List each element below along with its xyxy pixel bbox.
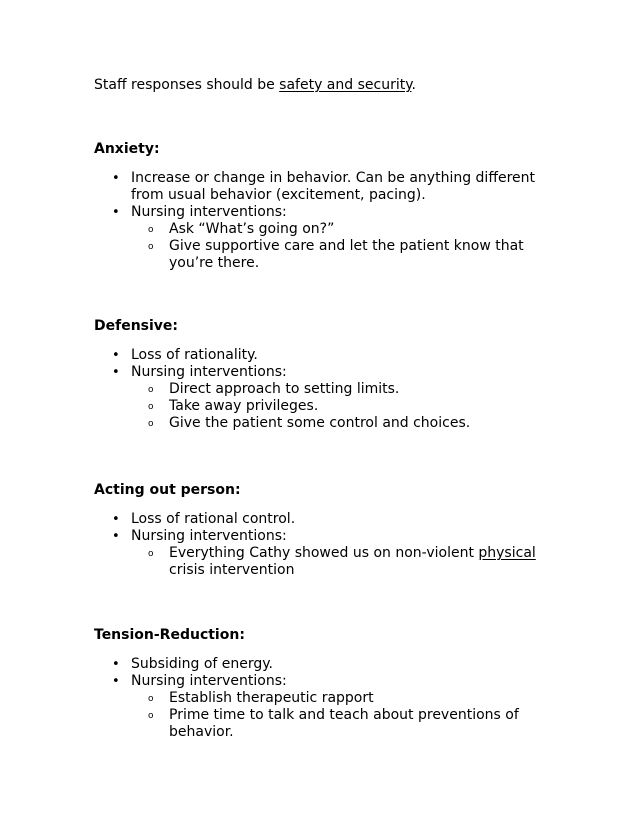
sub-list-item-text: Establish therapeutic rapport	[169, 690, 374, 706]
intro-paragraph	[94, 76, 416, 94]
circle-bullet-icon: o	[148, 711, 154, 721]
intro-prefix: Staff responses should be	[94, 77, 280, 93]
sub-list-item	[131, 398, 564, 415]
bullet-list	[94, 656, 564, 741]
bullet-icon: •	[112, 529, 120, 544]
section-heading: Anxiety:	[94, 141, 160, 157]
intro-suffix: .	[411, 77, 416, 93]
sub-list-item	[131, 545, 564, 579]
circle-bullet-icon: o	[148, 549, 154, 559]
sub-list-item-text-prefix: Everything Cathy showed us on non-violent	[169, 545, 479, 561]
section-tension-reduction	[94, 626, 564, 741]
list-item-text: Nursing interventions:	[131, 528, 287, 544]
section-heading: Defensive:	[94, 318, 179, 334]
list-item	[94, 364, 564, 432]
sub-list-item-text: Take away privileges.	[169, 398, 319, 414]
circle-bullet-icon: o	[148, 694, 154, 704]
intro-underlined-phrase: safety and security	[279, 77, 412, 93]
list-item-text: Nursing interventions:	[131, 673, 287, 689]
circle-bullet-icon: o	[148, 225, 154, 235]
sub-bullet-list	[131, 221, 564, 272]
list-item	[94, 511, 564, 528]
list-item-text: Nursing interventions:	[131, 204, 287, 220]
sub-list-item-text: Give the patient some control and choices.	[169, 415, 471, 431]
list-item	[94, 673, 564, 741]
sub-bullet-list	[131, 690, 564, 741]
list-item-text: Nursing interventions:	[131, 364, 287, 380]
sub-list-item	[131, 381, 564, 398]
circle-bullet-icon: o	[148, 419, 154, 429]
bullet-icon: •	[112, 205, 120, 220]
sub-list-item-text: Give supportive care and let the patient know that you’re there.	[169, 238, 524, 271]
bullet-icon: •	[112, 512, 120, 527]
sub-list-item-text-suffix: crisis intervention	[169, 562, 295, 578]
sub-list-item	[131, 415, 564, 432]
sub-list-item	[131, 238, 564, 272]
sub-bullet-list	[131, 545, 564, 579]
list-item-text: Loss of rational control.	[131, 511, 296, 527]
list-item	[94, 170, 564, 204]
sub-list-item-text: Direct approach to setting limits.	[169, 381, 400, 397]
sub-list-item	[131, 221, 564, 238]
sub-list-item	[131, 707, 564, 741]
list-item	[94, 347, 564, 364]
sub-list-item-text: Prime time to talk and teach about preventions of behavior.	[169, 707, 519, 740]
sub-list-item-underlined-word: physical	[478, 545, 536, 561]
sub-list-item	[131, 690, 564, 707]
list-item	[94, 656, 564, 673]
bullet-list	[94, 347, 564, 432]
circle-bullet-icon: o	[148, 242, 154, 252]
bullet-list	[94, 511, 564, 579]
section-heading: Tension-Reduction:	[94, 627, 245, 643]
list-item-text: Increase or change in behavior. Can be anything different from usual behavior (excitement, pacing).	[131, 170, 536, 203]
list-item-text: Subsiding of energy.	[131, 656, 273, 672]
circle-bullet-icon: o	[148, 385, 154, 395]
list-item	[94, 528, 564, 579]
list-item	[94, 204, 564, 272]
bullet-icon: •	[112, 348, 120, 363]
sub-bullet-list	[131, 381, 564, 432]
bullet-icon: •	[112, 171, 120, 186]
list-item-text: Loss of rationality.	[131, 347, 258, 363]
section-anxiety	[94, 140, 564, 272]
section-defensive	[94, 317, 564, 432]
bullet-list	[94, 170, 564, 272]
section-heading: Acting out person:	[94, 482, 241, 498]
section-acting-out-person	[94, 481, 564, 579]
bullet-icon: •	[112, 365, 120, 380]
sub-list-item-text: Ask “What’s going on?”	[169, 221, 335, 237]
bullet-icon: •	[112, 674, 120, 689]
circle-bullet-icon: o	[148, 402, 154, 412]
bullet-icon: •	[112, 657, 120, 672]
